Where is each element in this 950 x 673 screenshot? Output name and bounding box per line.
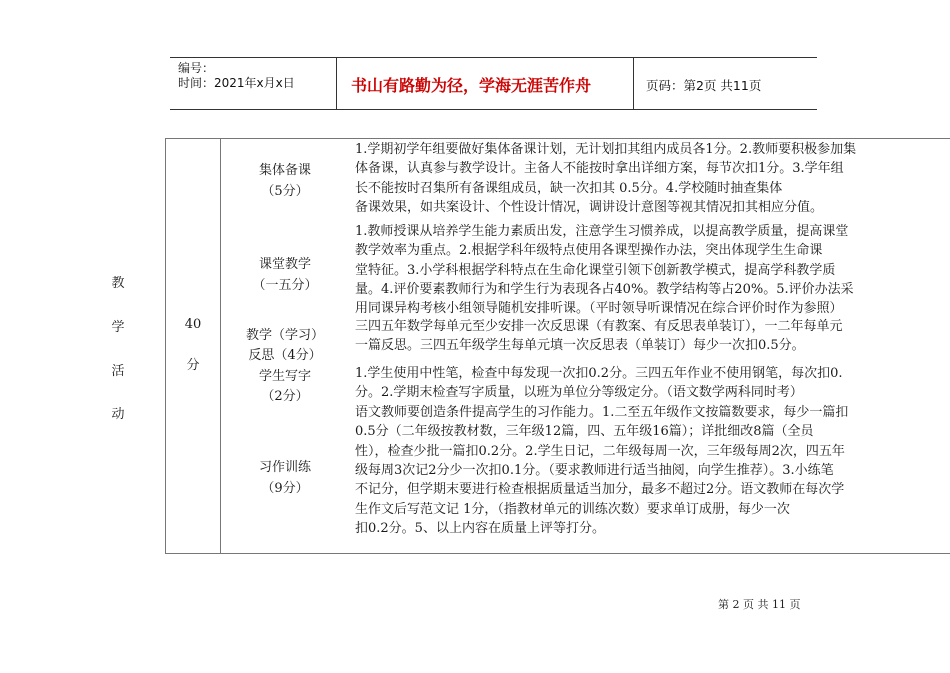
criteria-line: 量。4.评价要素教师行为和学生行为表现各占40%。教学结构等占20%。5.评价办法采 [355,281,854,297]
item-name-group-lesson-prep: 集体备课 [258,163,311,178]
header-bottom-rule [170,109,817,110]
criteria-line: 体备课，认真参与教学设计。主备人不能按时拿出详细方案，每节次扣1分。3.学年组 [355,161,844,177]
item-score-writing-training: （9分） [261,481,309,496]
category-char: 教 [111,276,125,291]
page-footer: 第 2 页 共 11 页 [718,598,801,611]
criteria-line: 1.学期初学年组要做好集体备课计划，无计划扣其组内成员各1分。2.教师要积极参加集 [355,142,857,157]
item-name-student-handwriting: 学生写字 [258,369,311,384]
category-char: 活 [111,364,125,379]
item-score-classroom-teaching: （一五分） [252,278,318,293]
total-score-value: 40 [184,317,202,332]
table-col-divider-2 [220,138,221,553]
criteria-line: 扣0.2分。5、以上内容在质量上评等打分。 [355,520,605,536]
criteria-line: 1.教师授课从培养学生能力素质出发，注意学生习惯养成，以提高教学质量，提高课堂 [355,224,849,239]
document-time-label: 时间：2021年x月x日 [178,76,295,90]
category-char: 学 [111,320,125,335]
category-char: 动 [111,407,125,422]
item-name-classroom-teaching: 课堂教学 [258,257,311,272]
criteria-line: 性），检查少批一篇扣0.2分。2.学生日记，二年级每周一次，三年级每周2次，四五年 [355,443,845,459]
document-number-label: 编号： [178,61,215,75]
criteria-line: 备课效果，如共案设计、个性设计情况，调讲设计意图等视其情况扣其相应分值。 [355,199,824,215]
item-score-teaching-reflection: 反思（4分） [248,348,322,363]
criteria-line: 分。2.学期末检查写字质量，以班为单位分等级定分。（语文数学两科同时考） [355,385,803,401]
total-score-unit: 分 [186,358,200,373]
item-name-writing-training: 习作训练 [258,460,311,475]
criteria-line: 教学效率为重点。2.根据学科年级特点使用各课型操作办法，突出体现学生生命课 [355,243,823,259]
item-score-student-handwriting: （2分） [261,389,309,404]
criteria-line: 级每周3次记2分少一次扣0.1分。（要求教师进行适当抽阅，向学生推荐）。3.小练笔 [355,462,834,478]
criteria-line: 三四五年数学每单元至少安排一次反思课（有教案、有反思表单装订），一二年每单元 [355,319,843,334]
header-separator-right [633,57,634,109]
criteria-line: 1.学生使用中性笔，检查中每发现一次扣0.2分。三四五年作业不使用钢笔，每次扣0. [355,366,843,381]
header-top-rule [170,57,817,58]
criteria-line: 语文教师要创造条件提高学生的习作能力。1.二至五年级作文按篇数要求，每少一篇扣 [355,405,849,420]
table-col-divider-1 [165,138,166,553]
header-motto: 书山有路勤为径，学海无涯苦作舟 [351,76,592,95]
criteria-line: 长不能按时召集所有备课组成员，缺一次扣其 0.5分。4.学校随时抽查集体 [355,180,783,196]
header-page-info: 页码：第2页 共11页 [646,78,762,93]
criteria-line: 不记分，但学期末要进行检查根据质量适当加分，最多不超过2分。语文教师在每次学 [355,482,845,498]
criteria-line: 用同课异构考核小组领导随机安排听课。（平时领导听课情况在综合评价时作为参照） [355,301,843,317]
item-name-teaching-reflection: 教学（学习） [245,328,324,343]
header-separator-left [336,57,337,109]
item-score-group-lesson-prep: （5分） [261,184,309,199]
criteria-line: 一篇反思。三四五年级学生每单元填一次反思表（单装订）每少一次扣0.5分。 [355,338,805,354]
criteria-line: 0.5分（二年级按教材数，三年级12篇，四、五年级16篇）；详批细改8篇（全员 [355,424,814,440]
criteria-line: 生作文后写范文记 1分，（指教材单元的训练次数）要求单订成册，每少一次 [355,501,790,517]
table-top-rule [165,138,950,139]
table-bottom-rule [165,553,950,554]
criteria-line: 堂特征。3.小学科根据学科特点在生命化课堂引领下创新教学模式，提高学科教学质 [355,262,836,278]
